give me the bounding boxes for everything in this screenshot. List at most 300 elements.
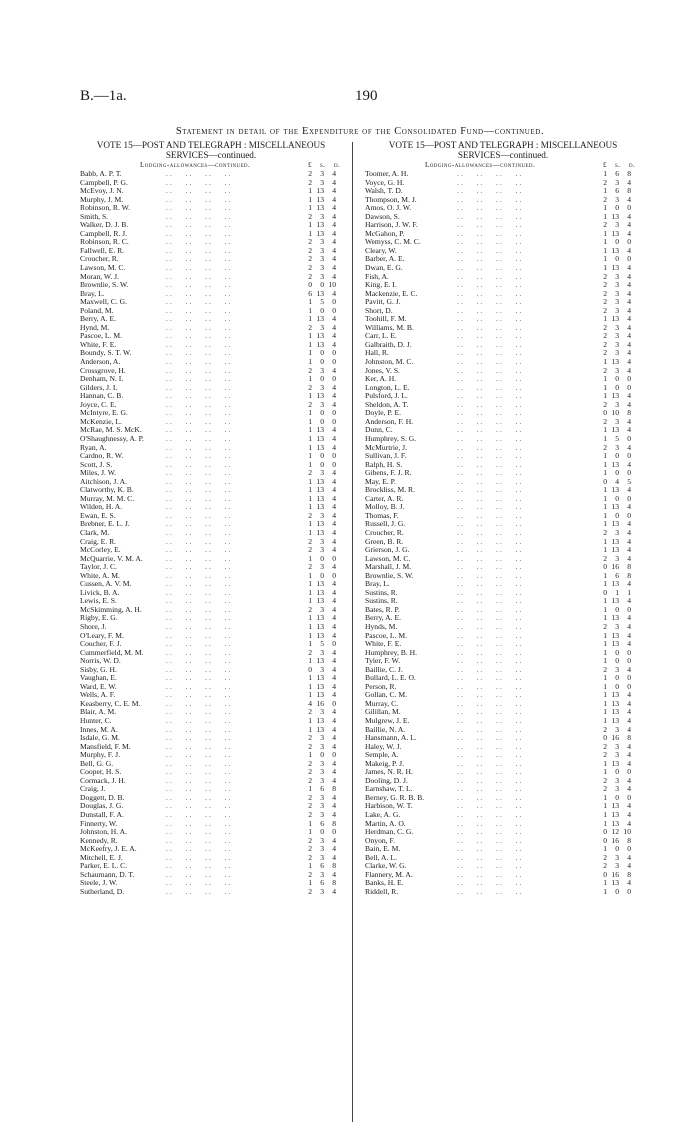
shillings-value: 13 — [611, 519, 619, 529]
shillings-value: 3 — [320, 468, 324, 478]
payee-name: Harrison, J. W. F. — [365, 220, 418, 230]
pence-value: 4 — [627, 194, 631, 204]
pence-value: 4 — [332, 425, 336, 435]
pence-value: 4 — [332, 203, 336, 213]
pounds-value: 1 — [308, 391, 312, 401]
shillings-value: 3 — [320, 263, 324, 273]
leader-dots: .. .. .. .. — [457, 656, 524, 666]
leader-dots: .. .. .. .. — [457, 835, 524, 845]
leader-dots: .. .. .. .. — [166, 433, 233, 443]
pounds-value: 2 — [603, 416, 607, 426]
pence-value: 0 — [332, 451, 336, 461]
shillings-value: 0 — [615, 767, 619, 777]
leader-dots: .. .. .. .. — [166, 314, 233, 324]
payee-name: Toohill, F. M. — [365, 314, 407, 324]
leader-dots: .. .. .. .. — [166, 767, 233, 777]
payee-name: Toomer, A. H. — [365, 169, 409, 178]
vote-heading — [365, 140, 641, 160]
payee-name: Hynd, M. — [80, 322, 110, 332]
shillings-value: 3 — [615, 553, 619, 563]
pounds-value: 2 — [308, 211, 312, 221]
payee-name: Pavitt, G. J. — [365, 297, 401, 307]
pounds-value: 1 — [308, 203, 312, 213]
payee-name: Clatworthy, K. B. — [80, 485, 134, 495]
shillings-value: 13 — [611, 459, 619, 469]
leader-dots: .. .. .. .. — [166, 382, 233, 392]
pence-value: 10 — [328, 280, 336, 290]
pence-value: 4 — [332, 724, 336, 734]
pounds-value: 2 — [603, 527, 607, 537]
pence-value: 4 — [627, 220, 631, 230]
leader-dots: .. .. .. .. — [457, 536, 524, 546]
shillings-value: 13 — [611, 698, 619, 708]
leader-dots: .. .. .. .. — [166, 519, 233, 529]
pounds-value: 1 — [603, 630, 607, 640]
shillings-value: 0 — [320, 827, 324, 837]
payee-name: Doggett, D. B. — [80, 792, 125, 802]
payee-name: Croucher, R. — [80, 254, 119, 264]
pence-value: 4 — [332, 664, 336, 674]
payee-name: Bell, A. L. — [365, 852, 397, 862]
pence-value: 8 — [627, 733, 631, 743]
pence-value: 0 — [627, 382, 631, 392]
pence-value: 4 — [332, 186, 336, 196]
pounds-value: 2 — [308, 562, 312, 572]
payee-name: Coucher, F. J. — [80, 639, 122, 649]
pounds-value: 1 — [603, 647, 607, 657]
payee-name: Sheldon, A. T. — [365, 399, 409, 409]
payee-name: Green, B. R. — [365, 536, 404, 546]
pounds-value: 1 — [603, 844, 607, 854]
payee-name: McIntyre, E. G. — [80, 408, 128, 418]
pounds-value: 2 — [603, 220, 607, 230]
pounds-value: 2 — [308, 271, 312, 281]
payee-name: Wilden, H. A. — [80, 502, 123, 512]
leader-dots: .. .. .. .. — [457, 468, 524, 478]
pence-value: 4 — [332, 271, 336, 281]
shillings-value: 16 — [611, 562, 619, 572]
leader-dots: .. .. .. .. — [166, 827, 233, 837]
leader-dots: .. .. .. .. — [457, 604, 524, 614]
pence-value: 4 — [332, 510, 336, 520]
payee-name: Mulgrew, J. E. — [365, 716, 410, 725]
leader-dots: .. .. .. .. — [166, 775, 233, 785]
pence-value: 4 — [332, 331, 336, 341]
shillings-value: 3 — [320, 664, 324, 674]
shillings-value: 3 — [320, 767, 324, 777]
shillings-value: 13 — [316, 186, 324, 196]
payee-name: Baillie, N. A. — [365, 724, 406, 734]
pounds-value: 1 — [308, 527, 312, 537]
leader-dots: .. .. .. .. — [166, 801, 233, 811]
shillings-value: 0 — [615, 681, 619, 691]
shillings-value: 0 — [320, 374, 324, 384]
pounds-value: 1 — [603, 818, 607, 828]
vote-heading-line1: VOTE 15—POST AND TELEGRAPH : MISCELLANEOUS — [96, 140, 326, 150]
pounds-value: 1 — [308, 442, 312, 452]
leader-dots: .. .. .. .. — [166, 280, 233, 290]
pence-value: 4 — [627, 391, 631, 401]
pounds-value: 1 — [308, 348, 312, 358]
leader-dots: .. .. .. .. — [166, 391, 233, 401]
pounds-value: 2 — [308, 510, 312, 520]
pounds-value: 1 — [603, 801, 607, 811]
leader-dots: .. .. .. .. — [166, 416, 233, 426]
leader-dots: .. .. .. .. — [457, 724, 524, 734]
payee-name: Lake, A. G. — [365, 810, 401, 820]
leader-dots: .. .. .. .. — [457, 775, 524, 785]
pence-value: 4 — [332, 536, 336, 546]
pounds-value: 2 — [603, 339, 607, 349]
shillings-value: 0 — [615, 237, 619, 247]
payee-name: Galbraith, D. J. — [365, 339, 412, 349]
pounds-value: 2 — [308, 237, 312, 247]
pounds-value: 2 — [603, 775, 607, 785]
payee-name: Cleary, W. — [365, 245, 397, 255]
shillings-value: 3 — [615, 348, 619, 358]
pence-value: 0 — [627, 604, 631, 614]
shillings-value: 0 — [615, 203, 619, 213]
shillings-value: 13 — [316, 442, 324, 452]
pounds-value: 1 — [603, 211, 607, 221]
shillings-value: 16 — [611, 835, 619, 845]
pounds-value: 1 — [308, 639, 312, 649]
shillings-value: 3 — [320, 365, 324, 375]
shillings-value: 3 — [320, 810, 324, 820]
pence-value: 4 — [332, 579, 336, 589]
shillings-value: 0 — [320, 553, 324, 563]
leader-dots: .. .. .. .. — [166, 485, 233, 495]
payee-name: Amos, O. J. W. — [365, 203, 412, 213]
pounds-value: 2 — [308, 775, 312, 785]
shillings-value: 16 — [611, 869, 619, 879]
pence-value: 4 — [627, 536, 631, 546]
leader-dots: .. .. .. .. — [166, 630, 233, 640]
shillings-value: 3 — [320, 322, 324, 332]
leader-dots: .. .. .. .. — [457, 681, 524, 691]
pounds-value: 2 — [603, 177, 607, 187]
leader-dots: .. .. .. .. — [166, 169, 233, 178]
pence-value: 4 — [627, 322, 631, 332]
payee-name: White, A. M. — [80, 570, 120, 580]
shillings-header: s. — [320, 161, 326, 169]
pounds-value: 1 — [308, 570, 312, 580]
leader-dots: .. .. .. .. — [457, 451, 524, 461]
pence-value: 4 — [627, 271, 631, 281]
pounds-value: 1 — [308, 553, 312, 563]
pence-value: 4 — [332, 527, 336, 537]
payee-name: Wemyss, C. M. C. — [365, 237, 421, 247]
leader-dots: .. .. .. .. — [457, 673, 524, 683]
leader-dots: .. .. .. .. — [457, 647, 524, 657]
pounds-value: 1 — [308, 416, 312, 426]
shillings-value: 0 — [615, 382, 619, 392]
subheading-text: Lodging-allowances—continued. — [425, 161, 536, 169]
payee-name: Rigby, E. G. — [80, 613, 118, 623]
leader-dots: .. .. .. .. — [166, 835, 233, 845]
pence-value: 4 — [332, 613, 336, 623]
pence-value: 8 — [332, 818, 336, 828]
shillings-value: 3 — [320, 545, 324, 555]
pence-value: 4 — [627, 852, 631, 862]
pounds-value: 1 — [603, 673, 607, 683]
pounds-value: 1 — [308, 587, 312, 597]
pounds-value: 2 — [308, 844, 312, 854]
shillings-value: 13 — [316, 690, 324, 700]
vote-heading-line1: VOTE 15—POST AND TELEGRAPH : MISCELLANEOUS — [388, 140, 618, 150]
shillings-value: 3 — [615, 177, 619, 187]
pence-value: 0 — [627, 468, 631, 478]
pence-value: 8 — [332, 784, 336, 794]
leader-dots: .. .. .. .. — [457, 314, 524, 324]
payee-name: Murphy, F. J. — [80, 750, 121, 760]
leader-dots: .. .. .. .. — [166, 758, 233, 768]
shillings-value: 3 — [615, 339, 619, 349]
payee-name: Hynds, M. — [365, 621, 398, 631]
pence-value: 4 — [627, 690, 631, 700]
pounds-value: 1 — [308, 228, 312, 238]
leader-dots: .. .. .. .. — [166, 442, 233, 452]
shillings-value: 13 — [316, 493, 324, 503]
pence-value: 4 — [627, 228, 631, 238]
leader-dots: .. .. .. .. — [457, 758, 524, 768]
shillings-value: 0 — [615, 374, 619, 384]
leader-dots: .. .. .. .. — [457, 263, 524, 273]
pounds-value: 2 — [308, 707, 312, 717]
pounds-value: 1 — [308, 716, 312, 725]
shillings-value: 13 — [316, 621, 324, 631]
pounds-value: 1 — [603, 545, 607, 555]
shillings-value: 3 — [320, 211, 324, 221]
pence-value: 4 — [332, 314, 336, 324]
payee-name: Cormack, J. H. — [80, 775, 126, 785]
payee-name: O'Leary, F. M. — [80, 630, 124, 640]
pence-value: 4 — [332, 254, 336, 264]
leader-dots: .. .. .. .. — [166, 681, 233, 691]
leader-dots: .. .. .. .. — [457, 220, 524, 230]
pounds-value: 1 — [603, 493, 607, 503]
shillings-value: 5 — [320, 297, 324, 307]
pounds-value: 1 — [603, 382, 607, 392]
pence-value: 4 — [332, 596, 336, 606]
shillings-value: 13 — [611, 630, 619, 640]
leader-dots: .. .. .. .. — [457, 493, 524, 503]
leader-dots: .. .. .. .. — [457, 818, 524, 828]
pence-value: 0 — [627, 844, 631, 854]
pence-value: 8 — [627, 835, 631, 845]
pounds-value: 0 — [603, 869, 607, 879]
shillings-value: 13 — [316, 596, 324, 606]
pounds-value: 1 — [603, 639, 607, 649]
shillings-value: 13 — [316, 485, 324, 495]
payee-name: Sustins, R. — [365, 587, 398, 597]
payee-name: Thompson, M. J. — [365, 194, 417, 204]
shillings-value: 3 — [615, 724, 619, 734]
pounds-value: 1 — [308, 476, 312, 486]
pounds-value: 1 — [308, 621, 312, 631]
pounds-value: 2 — [308, 886, 312, 896]
shillings-value: 3 — [320, 835, 324, 845]
leader-dots: .. .. .. .. — [457, 827, 524, 837]
pence-value: 4 — [627, 502, 631, 512]
shillings-value: 13 — [316, 716, 324, 725]
pounds-value: 1 — [603, 374, 607, 384]
pounds-value: 2 — [603, 784, 607, 794]
pounds-value: 1 — [308, 433, 312, 443]
pounds-value: 2 — [308, 545, 312, 555]
leader-dots: .. .. .. .. — [166, 502, 233, 512]
leader-dots: .. .. .. .. — [457, 869, 524, 879]
shillings-value: 13 — [611, 357, 619, 367]
payee-name: Johnston, H. A. — [80, 827, 128, 837]
payee-name: Banks, H. E. — [365, 878, 404, 888]
shillings-value: 3 — [320, 792, 324, 802]
payee-name: Thomas, F. — [365, 510, 399, 520]
payee-name: Molloy, B. J. — [365, 502, 405, 512]
shillings-value: 0 — [320, 750, 324, 760]
shillings-value: 0 — [320, 416, 324, 426]
pence-value: 4 — [627, 741, 631, 751]
pence-value: 0 — [332, 374, 336, 384]
pence-value: 4 — [627, 425, 631, 435]
pence-value: 8 — [627, 408, 631, 418]
left-column — [80, 140, 342, 896]
payee-name: Longton, L. E. — [365, 382, 410, 392]
leader-dots: .. .. .. .. — [166, 237, 233, 247]
shillings-value: 13 — [611, 596, 619, 606]
pounds-value: 1 — [308, 827, 312, 837]
leader-dots: .. .. .. .. — [457, 169, 524, 178]
pence-value: 0 — [627, 792, 631, 802]
shillings-value: 3 — [320, 707, 324, 717]
pence-value: 4 — [332, 245, 336, 255]
pounds-value: 2 — [603, 271, 607, 281]
leader-dots: .. .. .. .. — [166, 852, 233, 862]
pounds-value: 1 — [308, 194, 312, 204]
leader-dots: .. .. .. .. — [457, 519, 524, 529]
leader-dots: .. .. .. .. — [457, 228, 524, 238]
leader-dots: .. .. .. .. — [457, 741, 524, 751]
pence-value: 4 — [332, 656, 336, 666]
pence-header: d. — [334, 161, 341, 169]
pounds-value: 1 — [308, 331, 312, 341]
payee-name: Walker, D. J. B. — [80, 220, 129, 230]
payee-name: Williams, M. B. — [365, 322, 414, 332]
leader-dots: .. .. .. .. — [457, 545, 524, 555]
leader-dots: .. .. .. .. — [166, 716, 233, 725]
payee-name: Denham, N. I. — [80, 374, 124, 384]
payee-name: Gilders, J. I. — [80, 382, 118, 392]
leader-dots: .. .. .. .. — [166, 408, 233, 418]
pounds-value: 0 — [603, 827, 607, 837]
pence-value: 8 — [627, 169, 631, 178]
leader-dots: .. .. .. .. — [166, 493, 233, 503]
shillings-value: 3 — [615, 220, 619, 230]
payee-name: Sisby, G. H. — [80, 664, 117, 674]
leader-dots: .. .. .. .. — [166, 459, 233, 469]
leader-dots: .. .. .. .. — [457, 186, 524, 196]
pounds-value: 1 — [308, 220, 312, 230]
shillings-value: 3 — [615, 621, 619, 631]
leader-dots: .. .. .. .. — [166, 510, 233, 520]
leader-dots: .. .. .. .. — [166, 878, 233, 888]
pence-value: 0 — [627, 767, 631, 777]
payee-name: Parker, E. L. C. — [80, 861, 128, 871]
shillings-value: 3 — [615, 194, 619, 204]
payee-name: O'Shaughnessy, A. P. — [80, 433, 144, 443]
payee-name: Marshall, J. M. — [365, 562, 412, 572]
shillings-value: 13 — [316, 220, 324, 230]
pounds-value: 1 — [308, 186, 312, 196]
pounds-value: 1 — [603, 228, 607, 238]
pence-value: 0 — [332, 570, 336, 580]
shillings-value: 3 — [320, 177, 324, 187]
shillings-value: 3 — [320, 604, 324, 614]
pence-value: 0 — [332, 827, 336, 837]
pence-value: 4 — [332, 844, 336, 854]
shillings-value: 10 — [611, 408, 619, 418]
pence-value: 4 — [332, 288, 336, 298]
pence-value: 4 — [332, 647, 336, 657]
pence-value: 4 — [332, 690, 336, 700]
shillings-value: 13 — [611, 801, 619, 811]
leader-dots: .. .. .. .. — [457, 177, 524, 187]
payee-name: Gollan, C. M. — [365, 690, 407, 700]
pounds-value: 1 — [603, 536, 607, 546]
payee-name: Hansmann, A. L. — [365, 733, 417, 743]
payee-name: Campbell, P. G. — [80, 177, 128, 187]
pence-value: 4 — [627, 288, 631, 298]
pounds-value: 2 — [308, 169, 312, 178]
shillings-value: 0 — [320, 570, 324, 580]
leader-dots: .. .. .. .. — [457, 502, 524, 512]
shillings-value: 3 — [615, 527, 619, 537]
payee-name: Ryan, A. — [80, 442, 107, 452]
leader-dots: .. .. .. .. — [457, 305, 524, 315]
shillings-value: 13 — [316, 339, 324, 349]
pounds-value: 1 — [308, 878, 312, 888]
pence-value: 4 — [332, 433, 336, 443]
payee-name: Miles, J. W. — [80, 468, 117, 478]
shillings-value: 13 — [611, 716, 619, 725]
leader-dots: .. .. .. .. — [166, 562, 233, 572]
payee-name: Baillie, C. J. — [365, 664, 403, 674]
pence-value: 10 — [623, 827, 631, 837]
pounds-value: 0 — [603, 587, 607, 597]
pounds-value: 1 — [308, 459, 312, 469]
pounds-value: 2 — [308, 733, 312, 743]
payee-name: Carter, A. R. — [365, 493, 404, 503]
shillings-value: 0 — [320, 451, 324, 461]
pounds-value: 2 — [603, 852, 607, 862]
pounds-value: 0 — [603, 476, 607, 486]
shillings-value: 6 — [320, 818, 324, 828]
leader-dots: .. .. .. .. — [166, 263, 233, 273]
payee-name: Semple, A. — [365, 750, 399, 760]
pounds-value: 1 — [603, 245, 607, 255]
pence-value: 4 — [627, 750, 631, 760]
shillings-value: 3 — [320, 886, 324, 896]
shillings-value: 3 — [615, 784, 619, 794]
table-row — [365, 888, 641, 897]
pounds-value: 1 — [603, 314, 607, 324]
page-header — [80, 88, 640, 110]
shillings-value: 3 — [615, 442, 619, 452]
payee-name: Walsh, T. D. — [365, 186, 403, 196]
payee-name: Bray, L. — [80, 288, 105, 298]
pence-value: 4 — [627, 263, 631, 273]
shillings-value: 6 — [615, 570, 619, 580]
